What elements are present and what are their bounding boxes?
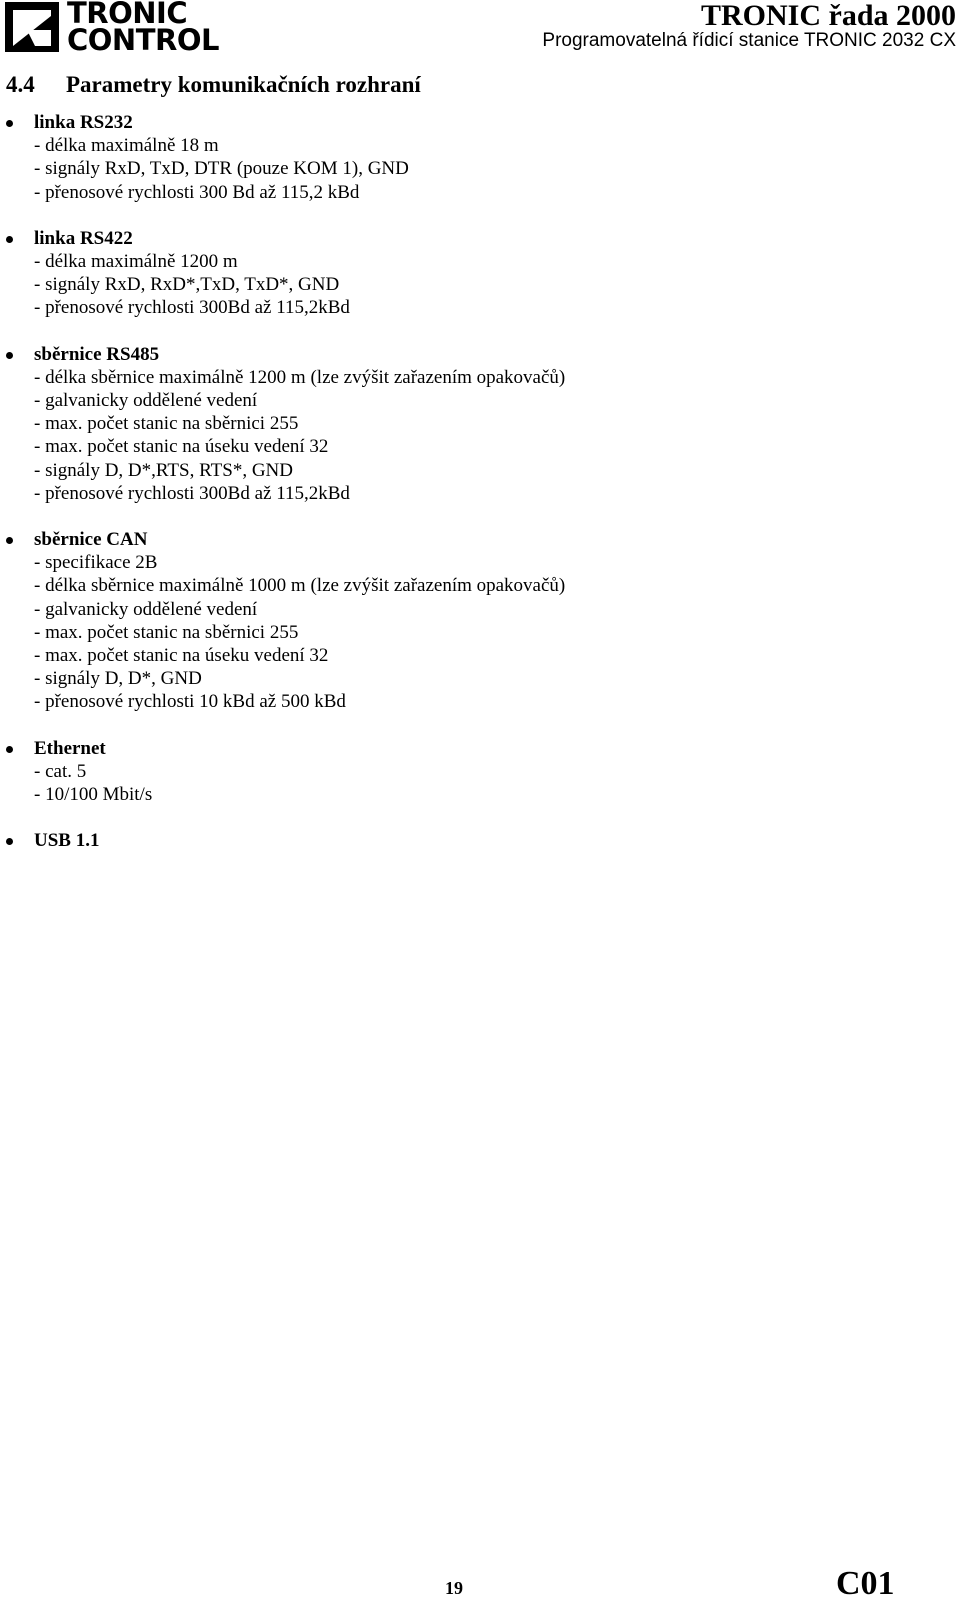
item-detail-line: - signály RxD, RxD*,TxD, TxD*, GND [34, 274, 340, 296]
header-titles [542, 0, 956, 52]
list-item [0, 737, 940, 807]
logo-line-1: TRONIC [67, 0, 188, 30]
bullet-icon [6, 537, 13, 544]
item-detail-line: - galvanicky oddělené vedení [34, 390, 258, 412]
bullet-icon [6, 120, 13, 127]
item-title: linka RS232 [34, 112, 133, 133]
item-detail-line: - max. počet stanic na sběrnici 255 [34, 621, 299, 643]
item-title: sběrnice RS485 [34, 343, 160, 365]
item-detail-line: - délka maximálně 18 m [34, 135, 219, 157]
bullet-icon [6, 352, 13, 359]
list-item [0, 343, 940, 505]
page-header [0, 0, 960, 60]
item-detail-line: - přenosové rychlosti 300Bd až 115,2kBd [34, 482, 350, 504]
interface-list [0, 111, 940, 875]
bullet-icon [6, 236, 13, 243]
list-item [0, 829, 940, 852]
item-detail-line: - délka sběrnice maximálně 1000 m (lze zvýšit zařazením opakovačů) [34, 575, 566, 597]
header-title: TRONIC řada 2000 [700, 0, 956, 32]
item-detail-line: - cat. 5 [34, 760, 87, 782]
item-detail-line: - max. počet stanic na úseku vedení 32 [34, 436, 329, 458]
section-heading [6, 70, 421, 100]
item-title: Ethernet [34, 737, 106, 759]
item-detail-line: - max. počet stanic na sběrnici 255 [34, 413, 299, 435]
item-detail-line: - galvanicky oddělené vedení [34, 598, 258, 620]
item-detail-line: - signály RxD, TxD, DTR (pouze KOM 1), GND [34, 158, 409, 180]
item-title: USB 1.1 [34, 830, 100, 852]
item-detail-line: - přenosové rychlosti 10 kBd až 500 kBd [34, 691, 346, 713]
list-item [0, 528, 940, 714]
section-title: Parametry komunikačních rozhraní [66, 72, 421, 97]
logo-mark-icon [3, 0, 63, 54]
bullet-icon [6, 838, 13, 845]
tronic-control-logo [3, 0, 225, 56]
item-title: linka RS422 [34, 227, 133, 249]
item-detail-line: - specifikace 2B [34, 552, 158, 574]
item-detail-line: - přenosové rychlosti 300Bd až 115,2kBd [34, 297, 350, 319]
list-item [0, 227, 940, 320]
list-item [0, 111, 940, 204]
item-detail-line: - délka sběrnice maximálně 1200 m (lze zvýšit zařazením opakovačů) [34, 366, 566, 388]
page-number: 19 [445, 1578, 463, 1598]
section-number: 4.4 [6, 72, 35, 97]
logo-line-2: CONTROL [67, 23, 219, 57]
header-subtitle: Programovatelná řídicí stanice TRONIC 2032 CX [542, 30, 956, 51]
item-detail-line: - délka maximálně 1200 m [34, 251, 238, 273]
item-detail-line: - signály D, D*,RTS, RTS*, GND [34, 459, 293, 481]
document-code: C01 [836, 1565, 895, 1602]
bullet-icon [6, 746, 13, 753]
item-title: sběrnice CAN [34, 529, 148, 551]
item-detail-line: - přenosové rychlosti 300 Bd až 115,2 kBd [34, 181, 360, 203]
logo-wordmark [67, 0, 219, 57]
item-detail-line: - max. počet stanic na úseku vedení 32 [34, 645, 329, 667]
item-detail-line: - 10/100 Mbit/s [34, 784, 153, 806]
item-detail-line: - signály D, D*, GND [34, 668, 202, 690]
